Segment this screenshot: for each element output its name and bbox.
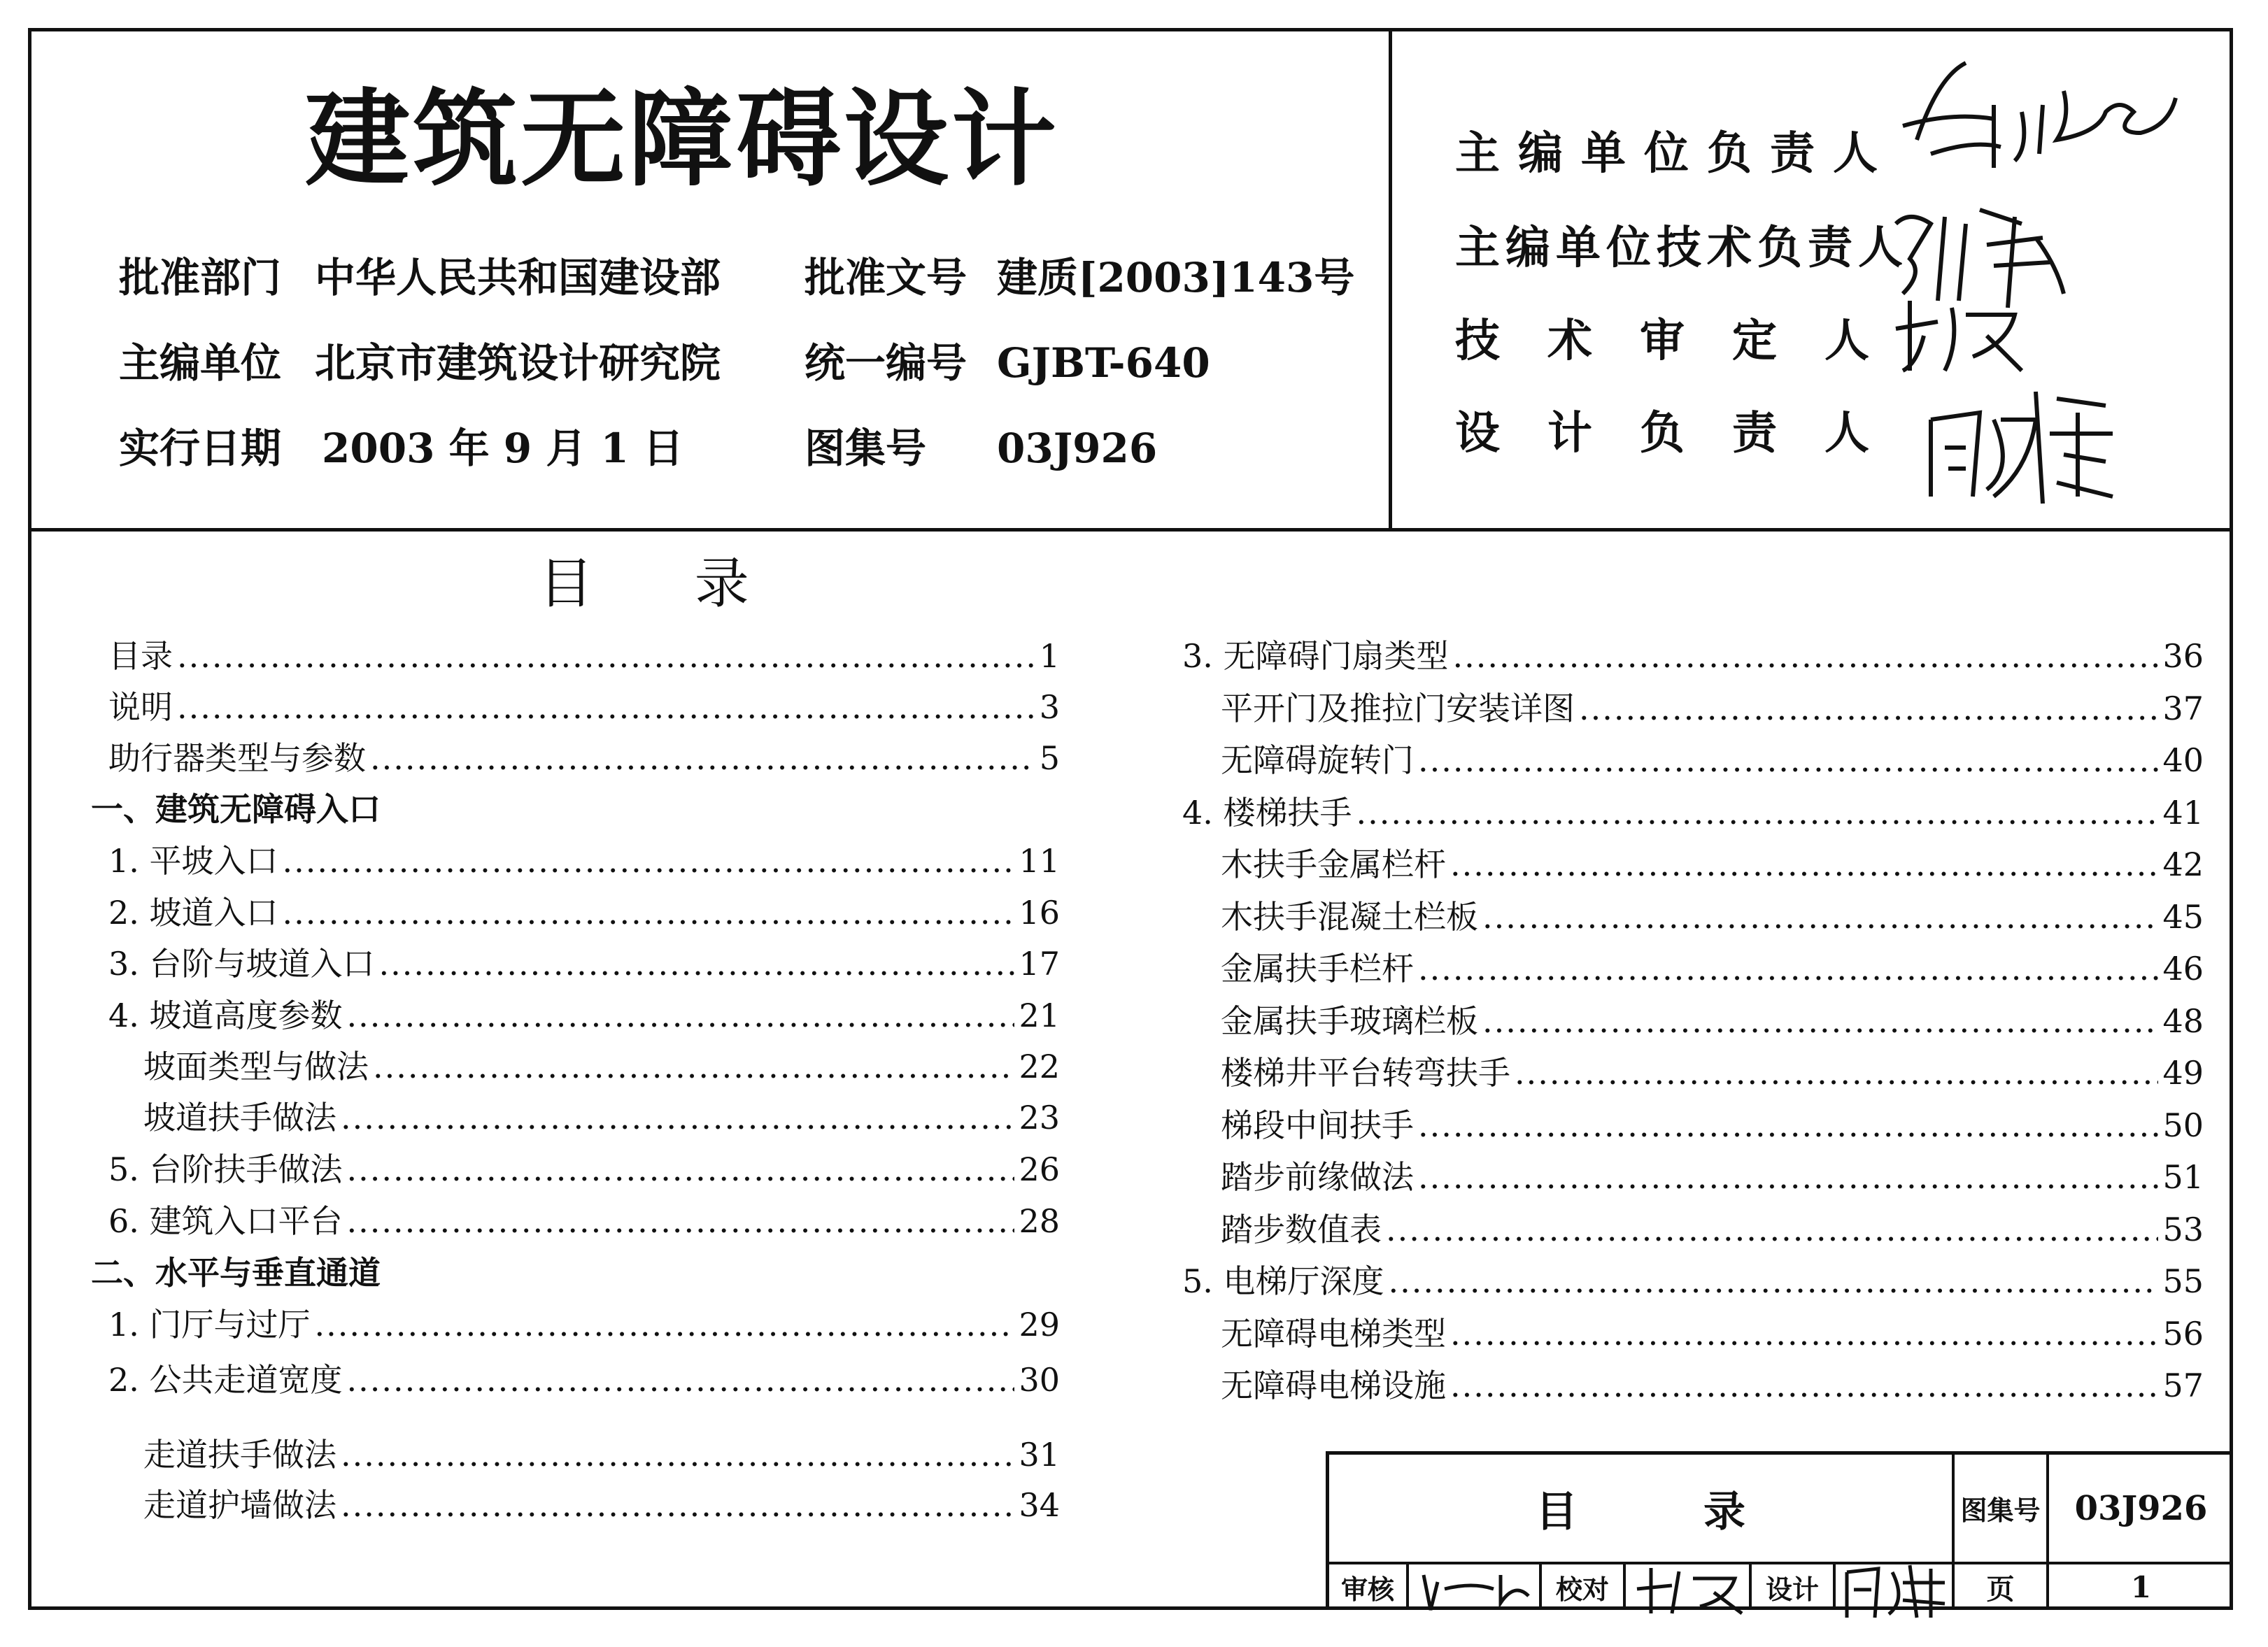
toc-entry-page: 16 — [1019, 894, 1060, 932]
atlas-no-value: 03J926 — [997, 425, 1158, 472]
toc-entry — [143, 1098, 1060, 1137]
toc-leader-dots — [1482, 897, 2158, 936]
toc-leader-dots — [177, 636, 1035, 676]
toc-entry-page: 41 — [2162, 793, 2204, 832]
toc-leader-dots — [370, 739, 1035, 778]
toc-entry-page: 21 — [1019, 997, 1060, 1034]
toc-entry — [1221, 949, 2204, 988]
unified-no-value: GJBT-640 — [997, 339, 1210, 387]
toc-entry-page: 17 — [1019, 945, 1060, 983]
toc-leader-dots — [341, 1098, 1014, 1137]
toc-entry-page: 42 — [2162, 846, 2204, 883]
toc-entry — [1221, 1157, 2204, 1197]
toc-leader-dots — [347, 1202, 1015, 1241]
toc-leader-dots — [347, 1360, 1015, 1399]
toc-entry — [108, 944, 1060, 983]
editor-unit-label: 主编单位 — [119, 339, 282, 387]
toc-entry-page: 57 — [2162, 1367, 2204, 1404]
toc-entry-label: 1. 门厅与过厅 — [108, 1306, 311, 1343]
toc-entry-label: 楼梯井平台转弯扶手 — [1221, 1054, 1510, 1092]
toc-entry-label: 一、建筑无障碍入口 — [91, 790, 381, 828]
toc-entry-label: 走道扶手做法 — [143, 1436, 336, 1474]
toc-entry-label: 坡面类型与做法 — [143, 1048, 369, 1085]
toc-leader-dots — [1450, 1366, 2158, 1405]
toc-entry-label: 梯段中间扶手 — [1221, 1106, 1414, 1144]
toc-entry-label: 无障碍电梯类型 — [1221, 1314, 1446, 1353]
toc-entry-label: 金属扶手玻璃栏板 — [1221, 1001, 1478, 1040]
signature-4-icon — [1917, 378, 2127, 511]
toc-entry-label: 4. 坡道高度参数 — [108, 997, 343, 1034]
toc-entry — [1221, 689, 2204, 728]
toc-leader-dots — [347, 996, 1015, 1035]
toc-leader-dots — [1418, 741, 2158, 780]
toc-leader-dots — [341, 1435, 1014, 1474]
toc-leader-dots — [1356, 793, 2159, 832]
atlas-no-label: 图集号 — [805, 425, 927, 472]
unified-no-label: 统一编号 — [805, 339, 968, 387]
toc-entry-label: 2. 坡道入口 — [108, 894, 278, 932]
toc-leader-dots — [379, 944, 1015, 983]
toc-entry-label: 6. 建筑入口平台 — [108, 1202, 343, 1240]
toc-entry-label: 助行器类型与参数 — [108, 739, 366, 777]
toc-entry — [108, 1150, 1060, 1189]
toc-entry-label: 说明 — [108, 688, 173, 726]
review-signature-icon — [1417, 1561, 1536, 1617]
toc-leader-dots — [347, 1150, 1015, 1189]
toc-entry-page: 46 — [2162, 950, 2204, 988]
toc-entry-label: 无障碍旋转门 — [1221, 741, 1414, 779]
toc-section-heading — [91, 790, 1060, 829]
toc-leader-dots — [1418, 1157, 2158, 1197]
toc-leader-dots — [1389, 1262, 2159, 1301]
toc-entry — [1221, 1210, 2204, 1249]
toc-entry-page: 29 — [1019, 1306, 1060, 1343]
toc-entry — [108, 996, 1060, 1035]
toc-entry-page: 30 — [1019, 1361, 1060, 1399]
toc-entry-label: 5. 台阶扶手做法 — [108, 1150, 343, 1188]
toc-leader-dots — [373, 1047, 1014, 1086]
check-signature-icon — [1630, 1561, 1745, 1617]
toc-leader-dots — [1450, 1314, 2158, 1353]
toc-entry — [108, 636, 1060, 676]
toc-entry — [108, 739, 1060, 778]
title-block-check-label: 校对 — [1555, 1574, 1609, 1605]
toc-entry — [1182, 1262, 2204, 1301]
toc-leader-dots — [1418, 1106, 2158, 1145]
approval-doc-value: 建质[2003]143号 — [997, 254, 1355, 301]
toc-leader-dots — [1450, 845, 2158, 884]
toc-entry-label: 踏步前缘做法 — [1221, 1158, 1414, 1196]
toc-entry-page: 3 — [1039, 688, 1060, 726]
approval-dept-label: 批准部门 — [119, 254, 282, 301]
toc-entry — [1221, 845, 2204, 884]
header-divider — [28, 528, 2233, 532]
toc-entry-page: 31 — [1019, 1436, 1060, 1474]
toc-entry-page: 5 — [1039, 739, 1060, 777]
toc-entry — [108, 1202, 1060, 1241]
title-block-atlas-no: 03J926 — [2074, 1488, 2208, 1528]
toc-entry-label: 走道护墙做法 — [143, 1486, 336, 1524]
responsible-reviewer: 技术审定人 — [1455, 315, 1917, 367]
toc-entry — [143, 1047, 1060, 1086]
toc-leader-dots — [315, 1305, 1015, 1344]
responsible-designer: 设计负责人 — [1455, 407, 1917, 459]
toc-entry-label: 3. 无障碍门扇类型 — [1182, 637, 1449, 675]
toc-entry-page: 53 — [2162, 1210, 2204, 1248]
toc-entry-label: 4. 楼梯扶手 — [1182, 793, 1352, 832]
toc-entry-page: 11 — [1019, 842, 1060, 880]
toc-entry — [108, 893, 1060, 932]
toc-leader-dots — [177, 687, 1035, 727]
toc-entry — [108, 841, 1060, 880]
toc-leader-dots — [283, 893, 1015, 932]
toc-entry — [1221, 1001, 2204, 1041]
toc-entry-label: 平开门及推拉门安装详图 — [1221, 689, 1575, 727]
effective-date-label: 实行日期 — [119, 425, 282, 472]
toc-entry-page: 34 — [1019, 1486, 1060, 1524]
editor-unit-value: 北京市建筑设计研究院 — [315, 339, 721, 387]
toc-entry-label: 金属扶手栏杆 — [1221, 950, 1414, 988]
title-block-page-label: 页 — [1986, 1573, 2015, 1606]
toc-entry-page: 40 — [2162, 741, 2204, 779]
toc-entry-page: 50 — [2162, 1106, 2204, 1144]
toc-entry-page: 28 — [1019, 1202, 1060, 1240]
responsible-editor-unit: 主编单位负责人 — [1455, 127, 1896, 180]
responsible-tech: 主编单位技术负责人 — [1455, 222, 1908, 274]
toc-entry — [108, 1305, 1060, 1344]
design-signature-icon — [1840, 1558, 1952, 1621]
toc-entry — [1221, 897, 2204, 936]
toc-entry-page: 26 — [1019, 1150, 1060, 1188]
toc-entry-label: 木扶手混凝土栏板 — [1221, 897, 1478, 936]
toc-leader-dots — [1579, 689, 2158, 728]
header-vertical-divider — [1389, 28, 1392, 530]
signature-3-icon — [1882, 287, 2036, 385]
toc-entry — [1182, 793, 2204, 832]
approval-dept-value: 中华人民共和国建设部 — [315, 254, 721, 301]
toc-entry-page: 1 — [1039, 637, 1060, 675]
toc-leader-dots — [1453, 636, 2159, 676]
toc-leader-dots — [1418, 949, 2158, 988]
toc-entry — [1221, 1314, 2204, 1353]
toc-title: 目 录 — [539, 552, 791, 615]
toc-entry-label: 二、水平与垂直通道 — [91, 1254, 381, 1292]
toc-entry-label: 目录 — [108, 637, 173, 675]
toc-section-heading — [91, 1253, 1060, 1292]
toc-entry — [1221, 1366, 2204, 1405]
toc-entry — [1221, 1106, 2204, 1145]
toc-entry-label: 无障碍电梯设施 — [1221, 1367, 1446, 1404]
toc-entry-label: 坡道扶手做法 — [143, 1099, 336, 1136]
toc-leader-dots — [1482, 1001, 2158, 1041]
toc-entry — [108, 687, 1060, 727]
signature-1-icon — [1889, 49, 2183, 182]
toc-entry — [108, 1360, 1060, 1399]
title-block-page-no: 1 — [2130, 1570, 2152, 1604]
title-block-design-label: 设计 — [1765, 1574, 1819, 1605]
toc-entry-page: 22 — [1019, 1048, 1060, 1085]
title-block-name: 目 录 — [1536, 1487, 1745, 1537]
toc-leader-dots — [283, 841, 1015, 880]
toc-entry — [1221, 741, 2204, 780]
toc-entry-page: 23 — [1019, 1099, 1060, 1136]
toc-entry — [1221, 1053, 2204, 1092]
toc-entry-page: 49 — [2162, 1054, 2204, 1092]
toc-entry-label: 2. 公共走道宽度 — [108, 1361, 343, 1399]
approval-doc-label: 批准文号 — [805, 254, 968, 301]
effective-date-value: 2003 年 9 月 1 日 — [322, 425, 684, 472]
title-block-review-label: 审核 — [1340, 1574, 1394, 1605]
toc-leader-dots — [1386, 1210, 2158, 1249]
toc-entry — [1182, 636, 2204, 676]
toc-entry-label: 木扶手金属栏杆 — [1221, 846, 1446, 883]
toc-leader-dots — [341, 1485, 1014, 1525]
toc-entry — [143, 1435, 1060, 1474]
toc-entry-page: 45 — [2162, 897, 2204, 936]
atlas-title: 建筑无障碍设计 — [304, 79, 1059, 201]
toc-entry-page: 51 — [2162, 1158, 2204, 1196]
toc-entry-page: 48 — [2162, 1001, 2204, 1040]
toc-entry-label: 踏步数值表 — [1221, 1210, 1382, 1248]
toc-entry-label: 5. 电梯厅深度 — [1182, 1262, 1384, 1300]
toc-entry-page: 37 — [2162, 689, 2204, 727]
toc-entry-page: 36 — [2162, 637, 2204, 675]
toc-entry-page: 56 — [2162, 1314, 2204, 1353]
toc-entry — [143, 1485, 1060, 1525]
toc-entry-page: 55 — [2162, 1262, 2204, 1300]
toc-leader-dots — [1515, 1053, 2158, 1092]
toc-entry-label: 3. 台阶与坡道入口 — [108, 945, 375, 983]
title-block-atlas-label: 图集号 — [1960, 1495, 2041, 1526]
toc-entry-label: 1. 平坡入口 — [108, 842, 278, 880]
